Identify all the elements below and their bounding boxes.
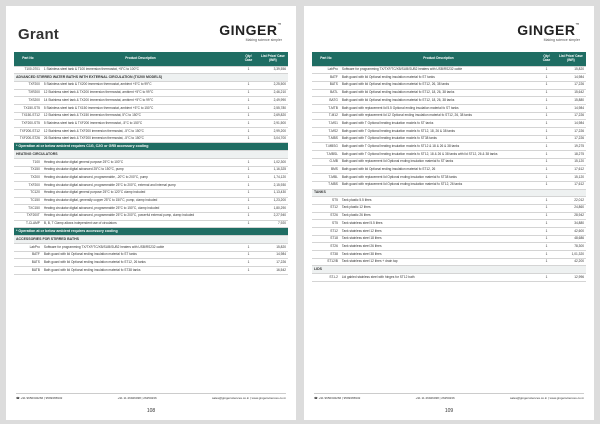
description-cell: 5 Stainless steel tank & TX200 immersion thermostat, ambient +5°C to 99°C [42,81,239,89]
part-no-cell: BATF [14,251,42,259]
section-heading [14,74,288,82]
table-row [14,159,288,167]
description-cell: Bath guard with replacement lid Optional ending insulation material fo ST12, 26 tanks [340,181,537,189]
part-no-cell: TXF200-ST5 [14,120,42,128]
part-no-cell: G-MB [312,158,340,166]
price-cell: 15,642 [556,89,586,97]
qty-cell: 1 [537,89,556,97]
qty-cell: 1 [239,112,258,120]
description-cell: 26 Stainless steel tank & TXF200 immersion thermostat, -5°C to 150°C [42,135,239,143]
header-part-no: Part No [14,52,42,66]
description-cell: Tank stainless steel 26 litres [340,243,537,251]
table-row [14,128,288,136]
qty-cell: 1 [537,81,556,89]
price-cell: 15,120 [556,158,586,166]
description-cell: Bath guard with replacement lid 12 Optional ending insulation material fo ST12, 26, 38 tanks [340,112,537,120]
qty-cell: 1 [537,97,556,105]
table-row [312,112,586,120]
header-price: List Price/ Case (INR) [258,52,288,66]
price-cell: 14,984 [556,104,586,112]
description-cell: Heating circulator digital advanced, programmable, -20°C to 200°C, pump [42,174,239,182]
part-no-cell: BATS [312,81,340,89]
part-no-cell: TX150-ST5 [14,104,42,112]
table-row [312,235,586,243]
table-row [14,259,288,267]
part-no-cell: T-MBSG [312,143,340,151]
qty-cell: 1 [239,205,258,213]
qty-cell: 1 [239,166,258,174]
logo-tagline: Making science simpler [543,38,580,42]
part-no-cell: ST26 [312,243,340,251]
price-cell: 17,226 [556,135,586,143]
page-number: 109 [444,408,454,414]
table-row [312,158,586,166]
price-cell: 3,04,700 [258,135,288,143]
qty-cell: 1 [537,227,556,235]
qty-cell: 1 [537,66,556,74]
qty-cell: 1 [537,197,556,205]
table-row [14,81,288,89]
price-cell: 24,860 [556,204,586,212]
table-row [14,135,288,143]
description-cell: 12 Stainless steel tank & TX200 immersion thermostat, ambient +5°C to 99°C [42,89,239,97]
table-row [312,74,586,82]
price-cell: 42,200 [556,258,586,266]
description-cell: Tank plastic 5.5 litres [340,197,537,205]
part-no-cell: ST38 [312,251,340,259]
qty-cell: 1 [239,220,258,228]
description-cell: 12 Stainless steel tank & TXF200 immersion thermostat, -5°C to 150°C [42,128,239,136]
price-cell: 1,01,320 [556,251,586,259]
description-cell: Bath guard with lid Optional ending insulation material fo ST12, 26, 38 tanks [340,81,537,89]
table-row [312,89,586,97]
table-row [312,135,586,143]
note-text: * Operation at or below ambient requires accessory cooling [14,228,288,236]
note-text: * Operation at or below ambient requires C1G, C2G or GR5 accessory cooling [14,143,288,151]
footer-phone: ☎ +91 9650332266 | 9599365932 [16,396,63,400]
table-row [312,151,586,159]
table-row [312,212,586,220]
price-cell: 17,226 [258,259,288,267]
qty-cell: 1 [537,274,556,282]
logo-word: GINGER [219,22,278,38]
page-number: 108 [146,408,156,414]
qty-cell: 1 [239,243,258,251]
brand-title: Grant [18,26,60,43]
price-cell: 15,820 [258,243,288,251]
description-cell: Tank stainless steel 12 litres [340,227,537,235]
header-qty: Qty/ Case [239,52,258,66]
part-no-cell: BATL [312,89,340,97]
header-qty: Qty/ Case [537,52,556,66]
qty-cell: 1 [537,243,556,251]
part-no-cell: TXF200-ST12 [14,128,42,136]
qty-cell: 1 [537,258,556,266]
table-row [312,197,586,205]
price-cell: 2,46,210 [258,89,288,97]
part-no-cell: T-MBSL [312,151,340,159]
description-cell: Tank stainless steel 18 litres [340,235,537,243]
part-no-cell: T100 [14,159,42,167]
qty-cell: 1 [239,97,258,105]
table-row [14,174,288,182]
description-cell: 14 Stainless steel tank & TX200 immersion thermostat, ambient +5°C to 99°C [42,97,239,105]
ginger-logo [517,22,580,42]
section-title: LIDS [312,266,586,274]
price-cell: 1,02,300 [258,159,288,167]
part-no-cell: T-MTB [312,104,340,112]
part-no-cell: TC150 [14,197,42,205]
logo-tm: ™ [575,22,580,27]
price-cell: 28,942 [556,212,586,220]
price-cell: 34,880 [556,220,586,228]
catalog-page-right [304,6,594,420]
price-cell: 2,91,500 [258,120,288,128]
table-row [14,189,288,197]
part-no-cell: ST12 [312,227,340,235]
footer-email: sales@gingersciences.co.in | www.gingersciences.co.in [509,396,584,400]
part-no-cell: BATB [14,267,42,275]
price-cell: 14,984 [556,74,586,82]
qty-cell: 1 [537,235,556,243]
part-no-cell: ST26 [312,212,340,220]
table-row [312,81,586,89]
qty-cell: 1 [239,212,258,220]
description-cell: Bath guard with lid Optional ending insulation material fo ST12, 18, 26, 38 tanks [340,97,537,105]
part-no-cell: T-CLAMP [14,220,42,228]
table-row [312,227,586,235]
description-cell: Bath guard with replacement lid Optional ending insulation material fo ST38 tanks [340,174,537,182]
qty-cell: 1 [239,174,258,182]
price-table [312,52,586,282]
table-row [312,220,586,228]
price-cell: 16,542 [258,267,288,275]
header-description: Product Description [42,52,239,66]
description-cell: 1 Stainless steel tank & T100 immersion thermostat, +5°C to 100°C [42,66,239,74]
price-cell: 22,012 [556,197,586,205]
qty-cell: 1 [239,251,258,259]
ginger-logo [219,22,282,42]
qty-cell: 1 [537,104,556,112]
description-cell: Tank stainless steel 5.5 litres [340,220,537,228]
part-no-cell: TXR200 [14,89,42,97]
part-no-cell: TX150 [14,166,42,174]
table-row [14,104,288,112]
description-cell: B, B, T Clamp allows independent use of circulators [42,220,239,228]
price-cell: 2,49,990 [258,97,288,105]
part-no-cell: TXF200-ST26 [14,135,42,143]
table-row [14,182,288,190]
price-cell: 3,39,556 [258,66,288,74]
note-row [14,143,288,151]
price-cell: 17,226 [556,112,586,120]
table-row [312,243,586,251]
price-cell: 14,984 [258,251,288,259]
qty-cell: 1 [239,267,258,275]
description-cell: Bath guard with T Optional heating insulation models fo ST12 & 18 & 26 & 38 tanks [340,143,537,151]
section-title: TANKS [312,189,586,197]
price-cell: 1,23,200 [258,197,288,205]
price-cell: 42,600 [556,227,586,235]
table-row [312,97,586,105]
description-cell: Bath guard with lid Optional ending insulation material fo ST12, 26 [340,166,537,174]
logo-tagline: Making science simpler [245,38,282,42]
price-cell: 15,120 [556,174,586,182]
price-cell: 1,16,325 [258,166,288,174]
table-row [312,143,586,151]
part-no-cell: TC120 [14,189,42,197]
description-cell: Bath guard with T Optional heating insulation models fo ST tanks [340,120,537,128]
part-no-cell: BATG [312,97,340,105]
qty-cell: 1 [239,197,258,205]
part-no-cell: TXF200 [14,81,42,89]
footer-email: sales@gingersciences.co.in | www.gingersciences.co.in [211,396,286,400]
price-cell: 14,984 [556,120,586,128]
table-row [14,205,288,213]
price-cell: 17,226 [556,128,586,136]
qty-cell: 1 [537,204,556,212]
price-cell: 78,300 [556,243,586,251]
table-row [14,112,288,120]
footer-phone-2: +91 11 26926038 | 26250236 [117,396,157,400]
description-cell: 12 Stainless steel tank & TX150 immersion thermostat, 5°C to 150°C [42,112,239,120]
price-cell: 17,226 [556,81,586,89]
price-cell: 7,920 [258,220,288,228]
price-cell: 2,99,200 [258,128,288,136]
qty-cell: 1 [537,135,556,143]
description-cell: Bath guard with replacement lid 5.5 Optional ending insulation material fo ST tanks [340,104,537,112]
description-cell: Heating circulator digital advanced, programmable 25°C to 200°C, powerful external pump, clamp included [42,212,239,220]
part-no-cell: T-MBS [312,181,340,189]
page-footer [16,393,286,400]
part-no-cell: TXS200 [14,97,42,105]
footer-phone-2: +91 11 26926038 | 26250236 [415,396,455,400]
price-cell: 15,880 [556,97,586,105]
description-cell: Software for programming TX/TXF/TC/XB/SUB/SUB2 heaters with USB/RS232 cable [42,243,239,251]
description-cell: Bath guard with T Optional heating insulation models fo ST12, 18, 26 & 38 tanks [340,128,537,136]
table-row [14,243,288,251]
note-row [14,228,288,236]
qty-cell: 1 [537,220,556,228]
table-row [312,258,586,266]
part-no-cell: T-MS1 [312,120,340,128]
description-cell: Bath guard with replacement lid Optional ending insulation material fo ST tanks [340,158,537,166]
description-cell: Lid gabled stainless steel with hinges for ST12 bath [340,274,537,282]
qty-cell: 1 [537,212,556,220]
description-cell: Tank stainless steel 38 litres [340,251,537,259]
part-no-cell: TX200 [14,174,42,182]
table-row [312,174,586,182]
part-no-cell: T-MS2 [312,128,340,136]
header-part-no: Part No [312,52,340,66]
table-row [312,274,586,282]
section-heading [312,266,586,274]
qty-cell: 1 [239,104,258,112]
qty-cell: 1 [239,81,258,89]
price-table [14,52,288,275]
section-title: ACCESSORIES FOR STIRRED BATHS [14,236,288,244]
description-cell: Bath guard with T Optional heating insulation models fo ST38 tanks [340,135,537,143]
part-no-cell: ST12 [312,204,340,212]
table-row [312,204,586,212]
table-header [14,52,288,66]
part-no-cell: BATF [312,74,340,82]
table-row [312,128,586,136]
price-cell: 2,69,820 [258,112,288,120]
part-no-cell: T-MBS [312,135,340,143]
qty-cell: 1 [239,120,258,128]
table-row [14,251,288,259]
description-cell: Bath guard with lid Optional ending insulation material fo ST tanks [340,74,537,82]
qty-cell: 1 [239,182,258,190]
qty-cell: 1 [239,66,258,74]
qty-cell: 1 [537,143,556,151]
qty-cell: 1 [239,89,258,97]
table-row [14,212,288,220]
qty-cell: 1 [239,159,258,167]
qty-cell: 1 [537,251,556,259]
part-no-cell: LabPro [312,66,340,74]
part-no-cell: TX150-ST12 [14,112,42,120]
price-cell: 17,612 [556,181,586,189]
table-row [14,66,288,74]
qty-cell: 1 [239,135,258,143]
description-cell: Bath guard with lid Optional ending insulation material fo ST38 tanks [42,267,239,275]
qty-cell: 1 [239,259,258,267]
part-no-cell: ST5 [312,197,340,205]
page-footer [314,393,584,400]
section-title: HEATING CIRCULATORS [14,151,288,159]
table-row [312,104,586,112]
price-cell: 2,27,940 [258,212,288,220]
description-cell: 5 Stainless steel tank & TX150 immersion thermostat, ambient +5°C to 150°C [42,104,239,112]
footer-phone: ☎ +91 9650332266 | 9599365932 [314,396,361,400]
description-cell: 5 Stainless steel tank & TXF200 immersion thermostat, -5°C to 150°C [42,120,239,128]
table-row [14,197,288,205]
table-row [312,66,586,74]
qty-cell: 1 [537,128,556,136]
description-cell: Tank stainless steel 12 litres + drain tap [340,258,537,266]
table-row [14,220,288,228]
section-heading [312,189,586,197]
description-cell: Heating circulator digital, generally copper 25°C to 150°C, pump, clamp included [42,197,239,205]
description-cell: Software for programming TX/TXF/TC/XB/SUB/SUB2 heaters with USB/RS232 cable [340,66,537,74]
price-cell: 1,13,430 [258,189,288,197]
catalog-page-left [6,6,296,420]
qty-cell: 1 [537,166,556,174]
table-row [312,166,586,174]
table-row [14,89,288,97]
table-row [312,181,586,189]
logo-word: GINGER [517,22,576,38]
qty-cell: 1 [537,120,556,128]
table-row [312,251,586,259]
part-no-cell: ST-L2 [312,274,340,282]
price-cell: 17,612 [556,166,586,174]
price-cell: 1,74,120 [258,174,288,182]
table-row [14,97,288,105]
part-no-cell: T100-0701 [14,66,42,74]
table-row [14,267,288,275]
part-no-cell: BMS [312,166,340,174]
part-no-cell: T-MBL [312,174,340,182]
logo-tm: ™ [277,22,282,27]
description-cell: Heating circulator digital advanced, programmable 25°C to 200°C, external and internal pump [42,182,239,190]
section-title: ADVANCED STIRRED WATER BATHS WITH EXTERNAL CIRCULATION (TX200 MODELS) [14,74,288,82]
part-no-cell: ST5 [312,220,340,228]
description-cell: Heating circulator digital general purpose 25°C to 120°C clamp included [42,189,239,197]
price-cell: 2,25,500 [258,81,288,89]
qty-cell: 1 [537,158,556,166]
description-cell: Tank plastic 26 litres [340,212,537,220]
qty-cell: 1 [239,128,258,136]
price-cell: 15,820 [556,66,586,74]
price-cell: 48,686 [556,235,586,243]
description-cell: Heating circulator digital advanced 25°C to 150°C, pump [42,166,239,174]
qty-cell: 1 [537,112,556,120]
part-no-cell: TXF200T [14,212,42,220]
table-header [312,52,586,66]
qty-cell: 1 [537,174,556,182]
header-description: Product Description [340,52,537,66]
part-no-cell: TXF200 [14,182,42,190]
table-row [14,120,288,128]
description-cell: Bath guard with lid Optional ending insulation material fo ST12, 18, 26, 38 tanks [340,89,537,97]
part-no-cell: T-M12 [312,112,340,120]
qty-cell: 1 [537,74,556,82]
description-cell: Bath guard with lid Optional ending insulation material fo ST12, 26 tanks [42,259,239,267]
part-no-cell: ST18 [312,235,340,243]
description-cell: Heating circulator digital advanced, programmable 25°C to 150°C, clamp included [42,205,239,213]
price-cell: 12,996 [556,274,586,282]
description-cell: Heating circulator digital general purpose 25°C to 100°C [42,159,239,167]
price-cell: 19,275 [556,143,586,151]
price-cell: 2,55,780 [258,104,288,112]
header-price: List Price/ Case (INR) [556,52,586,66]
price-cell: 18,275 [556,151,586,159]
part-no-cell: ST12/B [312,258,340,266]
qty-cell: 1 [537,181,556,189]
description-cell: Tank plastic 12 litres [340,204,537,212]
description-cell: Bath guard with T Optional heating insulation models fo ST12, 18 & 26 & 38 tanks with lid ST12, 26 & 38 tanks [340,151,537,159]
description-cell: Bath guard with lid Optional ending insulation material fo ST tanks [42,251,239,259]
qty-cell: 1 [239,189,258,197]
part-no-cell: LabPro [14,243,42,251]
table-row [14,166,288,174]
table-row [312,120,586,128]
part-no-cell: TXC150 [14,205,42,213]
part-no-cell: BATS [14,259,42,267]
section-heading [14,236,288,244]
qty-cell: 1 [537,151,556,159]
price-cell: 2,15,930 [258,182,288,190]
price-cell: 1,80,290 [258,205,288,213]
section-heading [14,151,288,159]
